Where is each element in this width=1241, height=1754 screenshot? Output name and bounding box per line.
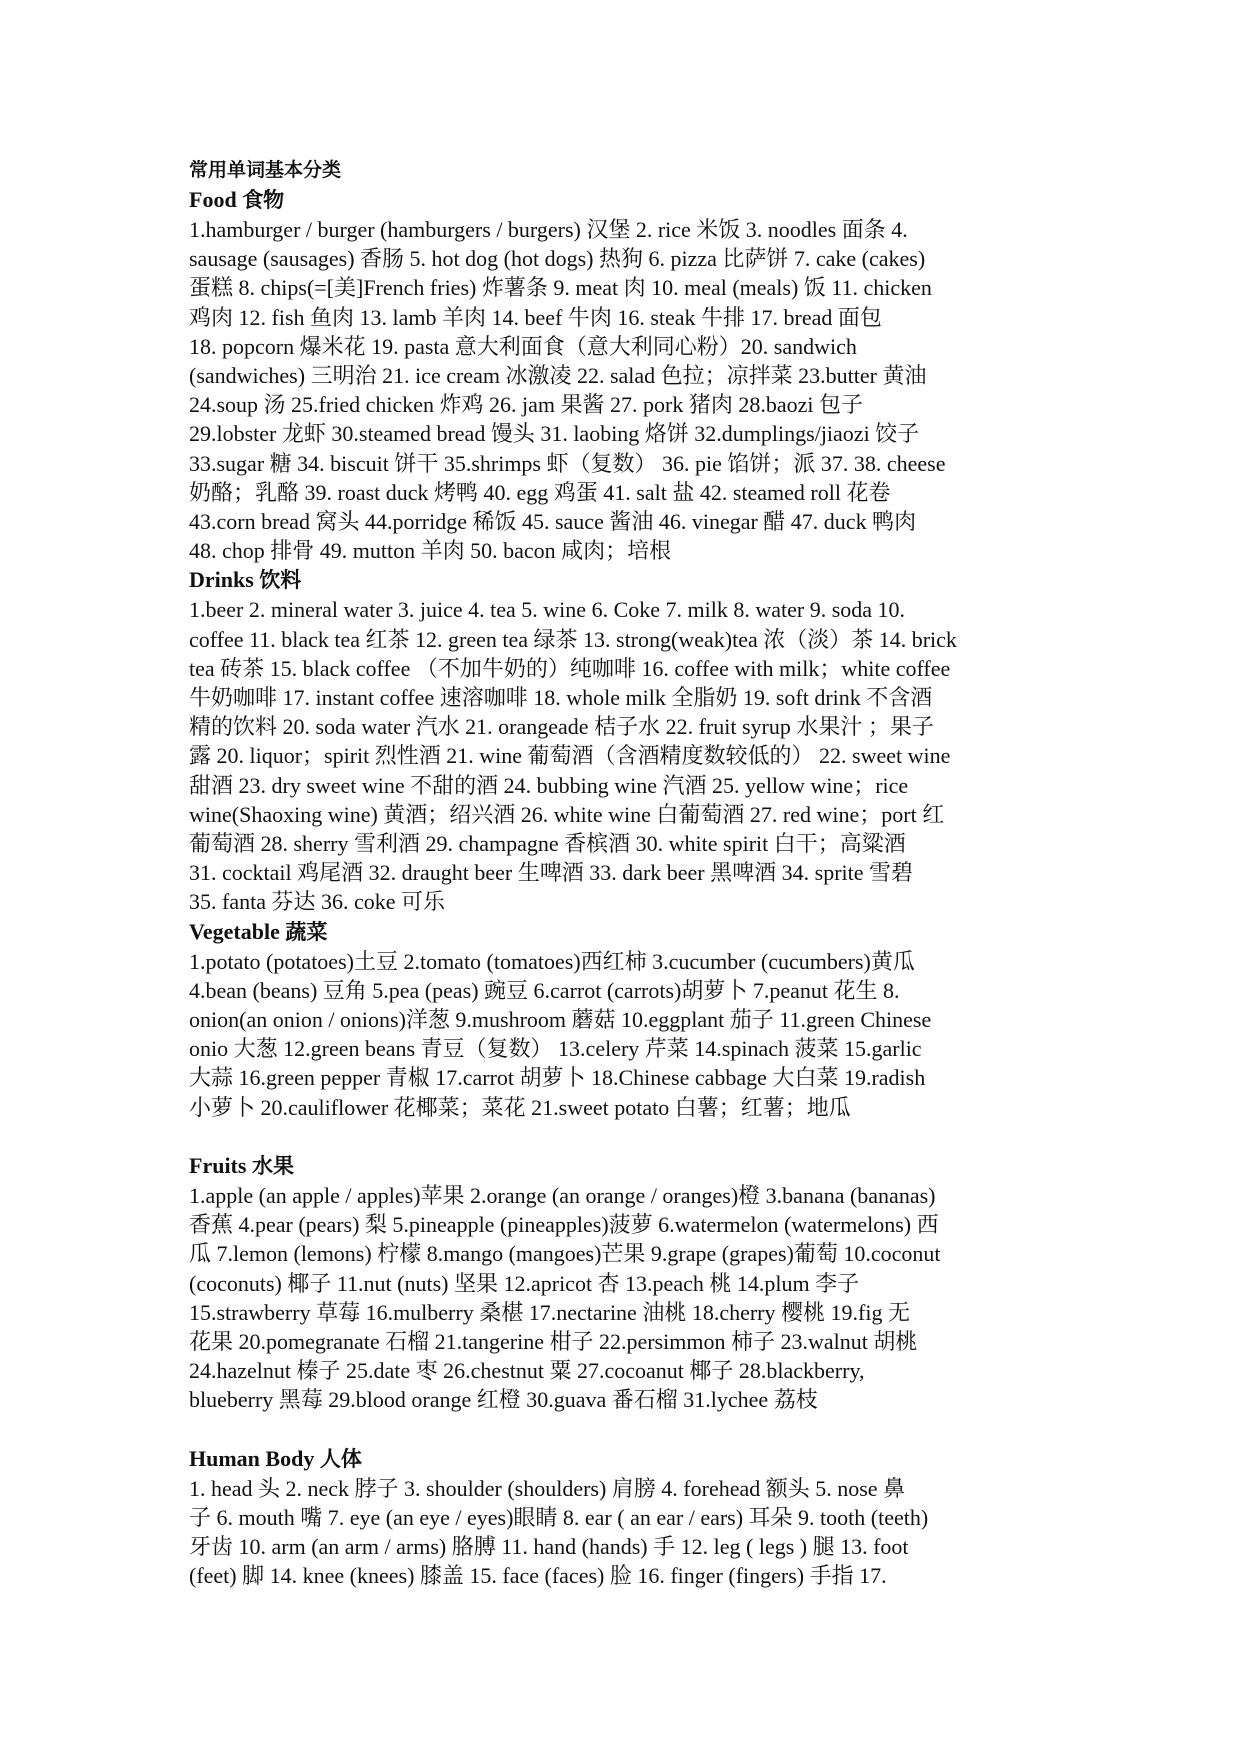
text-line: 牛奶咖啡 17. instant coffee 速溶咖啡 18. whole milk 全脂奶 19. soft drink 不含酒 [189, 685, 933, 711]
document-title: 常用单词基本分类 [189, 159, 342, 181]
section-heading-zh: 水果 [251, 1153, 294, 1178]
text-line: 35. fanta 芬达 36. coke 可乐 [189, 889, 445, 915]
section-spacer [189, 1122, 1079, 1151]
text-line: 29.lobster 龙虾 30.steamed bread 馒头 31. laobing 烙饼 32.dumplings/jiaozi 饺子 [189, 421, 920, 447]
sections-container [189, 185, 1079, 1590]
section-heading-en: Fruits [189, 1152, 247, 1178]
text-line: 18. popcorn 爆米花 19. pasta 意大利面食（意大利同心粉）20. sandwich [189, 333, 857, 359]
text-line: 甜酒 23. dry sweet wine 不甜的酒 24. bubbing wine 汽酒 25. yellow wine；rice [189, 772, 909, 798]
text-line: 31. cocktail 鸡尾酒 32. draught beer 生啤酒 33. dark beer 黑啤酒 34. sprite 雪碧 [189, 860, 914, 886]
text-line: (sandwiches) 三明治 21. ice cream 冰激凌 22. salad 色拉；凉拌菜 23.butter 黄油 [189, 363, 927, 389]
text-line: blueberry 黑莓 29.blood orange 红橙 30.guava 番石榴 31.lychee 荔枝 [189, 1387, 818, 1413]
text-line: 精的饮料 20. soda water 汽水 21. orangeade 桔子水 22. fruit syrup 水果汁 ；果子 [189, 714, 934, 740]
document-page [189, 155, 1079, 1590]
section-heading-en: Vegetable [189, 918, 280, 944]
text-line: 瓜 7.lemon (lemons) 柠檬 8.mango (mangoes)芒果 9.grape (grapes)葡萄 10.coconut [189, 1241, 941, 1267]
text-line: 鸡肉 12. fish 鱼肉 13. lamb 羊肉 14. beef 牛肉 16. steak 牛排 17. bread 面包 [189, 304, 882, 330]
text-line: onion(an onion / onions)洋葱 9.mushroom 蘑菇 10.eggplant 茄子 11.green Chinese [189, 1007, 932, 1033]
section-body [189, 595, 1079, 916]
text-line: 露 20. liquor；spirit 烈性酒 21. wine 葡萄酒（含酒精度数较低的） 22. sweet wine [189, 743, 951, 769]
text-line: 花果 20.pomegranate 石榴 21.tangerine 柑子 22.persimmon 柿子 23.walnut 胡桃 [189, 1328, 918, 1354]
section-body [189, 1474, 1079, 1591]
text-line: coffee 11. black tea 红茶 12. green tea 绿茶 13. strong(weak)tea 浓（淡）茶 14. brick [189, 626, 957, 652]
text-line: 小萝卜 20.cauliflower 花椰菜；菜花 21.sweet potato 白薯；红薯；地瓜 [189, 1094, 851, 1120]
section-heading [189, 1444, 1079, 1474]
section-heading-zh: 饮料 [259, 568, 302, 593]
text-line: 蛋糕 8. chips(=[美]French fries) 炸薯条 9. meat 肉 10. meal (meals) 饭 11. chicken [189, 275, 932, 301]
text-line: 1.hamburger / burger (hamburgers / burgers) 汉堡 2. rice 米饭 3. noodles 面条 4. [189, 217, 908, 242]
section-heading [189, 1151, 1079, 1181]
text-line: 奶酪；乳酪 39. roast duck 烤鸭 40. egg 鸡蛋 41. salt 盐 42. steamed roll 花卷 [189, 479, 891, 505]
section-heading-zh: 蔬菜 [285, 919, 328, 944]
section-body [189, 947, 1079, 1122]
text-line: 牙齿 10. arm (an arm / arms) 胳膊 11. hand (hands) 手 12. leg ( legs ) 腿 13. foot [189, 1533, 909, 1559]
section-fruits [189, 1151, 1079, 1415]
text-line: 43.corn bread 窝头 44.porridge 稀饭 45. sauce 酱油 46. vinegar 醋 47. duck 鸭肉 [189, 509, 917, 535]
text-line: tea 砖茶 15. black coffee （不加牛奶的）纯咖啡 16. coffee with milk；white coffee [189, 655, 951, 681]
section-vegetable [189, 917, 1079, 1122]
section-heading [189, 185, 1079, 215]
text-line: 葡萄酒 28. sherry 雪利酒 29. champagne 香槟酒 30. white spirit 白干；高粱酒 [189, 831, 906, 857]
section-heading-en: Food [189, 187, 237, 212]
text-line: onio 大葱 12.green beans 青豆（复数） 13.celery 芹菜 14.spinach 菠菜 15.garlic [189, 1036, 922, 1062]
text-line: wine(Shaoxing wine) 黄酒；绍兴酒 26. white wine 白葡萄酒 27. red wine；port 红 [189, 801, 945, 827]
text-line: 1.apple (an apple / apples)苹果 2.orange (an orange / oranges)橙 3.banana (bananas) [189, 1182, 936, 1208]
section-body [189, 215, 1079, 565]
text-line: 1.potato (potatoes)土豆 2.tomato (tomatoes)西红柿 3.cucumber (cucumbers)黄瓜 [189, 948, 915, 974]
text-line: 大蒜 16.green pepper 青椒 17.carrot 胡萝卜 18.Chinese cabbage 大白菜 19.radish [189, 1065, 926, 1091]
section-heading-zh: 食物 [242, 188, 285, 212]
text-line: sausage (sausages) 香肠 5. hot dog (hot dogs) 热狗 6. pizza 比萨饼 7. cake (cakes) [189, 246, 926, 272]
text-line: 子 6. mouth 嘴 7. eye (an eye / eyes)眼睛 8. ear ( an ear / ears) 耳朵 9. tooth (teeth) [189, 1504, 929, 1530]
text-line: (coconuts) 椰子 11.nut (nuts) 坚果 12.apricot 杏 13.peach 桃 14.plum 李子 [189, 1270, 860, 1296]
text-line: (feet) 脚 14. knee (knees) 膝盖 15. face (faces) 脸 16. finger (fingers) 手指 17. [189, 1563, 887, 1589]
text-line: 1.beer 2. mineral water 3. juice 4. tea 5. wine 6. Coke 7. milk 8. water 9. soda 10. [189, 597, 906, 623]
section-drinks [189, 565, 1079, 916]
section-body [189, 1181, 1079, 1415]
section-human-body [189, 1444, 1079, 1591]
text-line: 4.bean (beans) 豆角 5.pea (peas) 豌豆 6.carrot (carrots)胡萝卜 7.peanut 花生 8. [189, 977, 900, 1003]
section-heading [189, 565, 1079, 595]
section-food [189, 185, 1079, 565]
text-line: 15.strawberry 草莓 16.mulberry 桑椹 17.nectarine 油桃 18.cherry 樱桃 19.fig 无 [189, 1299, 910, 1325]
text-line: 香蕉 4.pear (pears) 梨 5.pineapple (pineapples)菠萝 6.watermelon (watermelons) 西 [189, 1212, 939, 1238]
section-heading-zh: 人体 [319, 1446, 362, 1471]
section-heading-en: Human Body [189, 1445, 315, 1471]
text-line: 48. chop 排骨 49. mutton 羊肉 50. bacon 咸肉；培根 [189, 538, 672, 564]
text-line: 33.sugar 糖 34. biscuit 饼干 35.shrimps 虾（复数） 36. pie 馅饼；派 37. 38. cheese [189, 450, 946, 476]
section-spacer [189, 1415, 1079, 1444]
section-heading [189, 917, 1079, 947]
text-line: 24.soup 汤 25.fried chicken 炸鸡 26. jam 果酱 27. pork 猪肉 28.baozi 包子 [189, 392, 863, 418]
section-heading-en: Drinks [189, 567, 254, 593]
text-line: 24.hazelnut 榛子 25.date 枣 26.chestnut 粟 27.cocoanut 椰子 28.blackberry, [189, 1358, 865, 1384]
text-line: 1. head 头 2. neck 脖子 3. shoulder (shoulders) 肩膀 4. forehead 额头 5. nose 鼻 [189, 1475, 906, 1501]
